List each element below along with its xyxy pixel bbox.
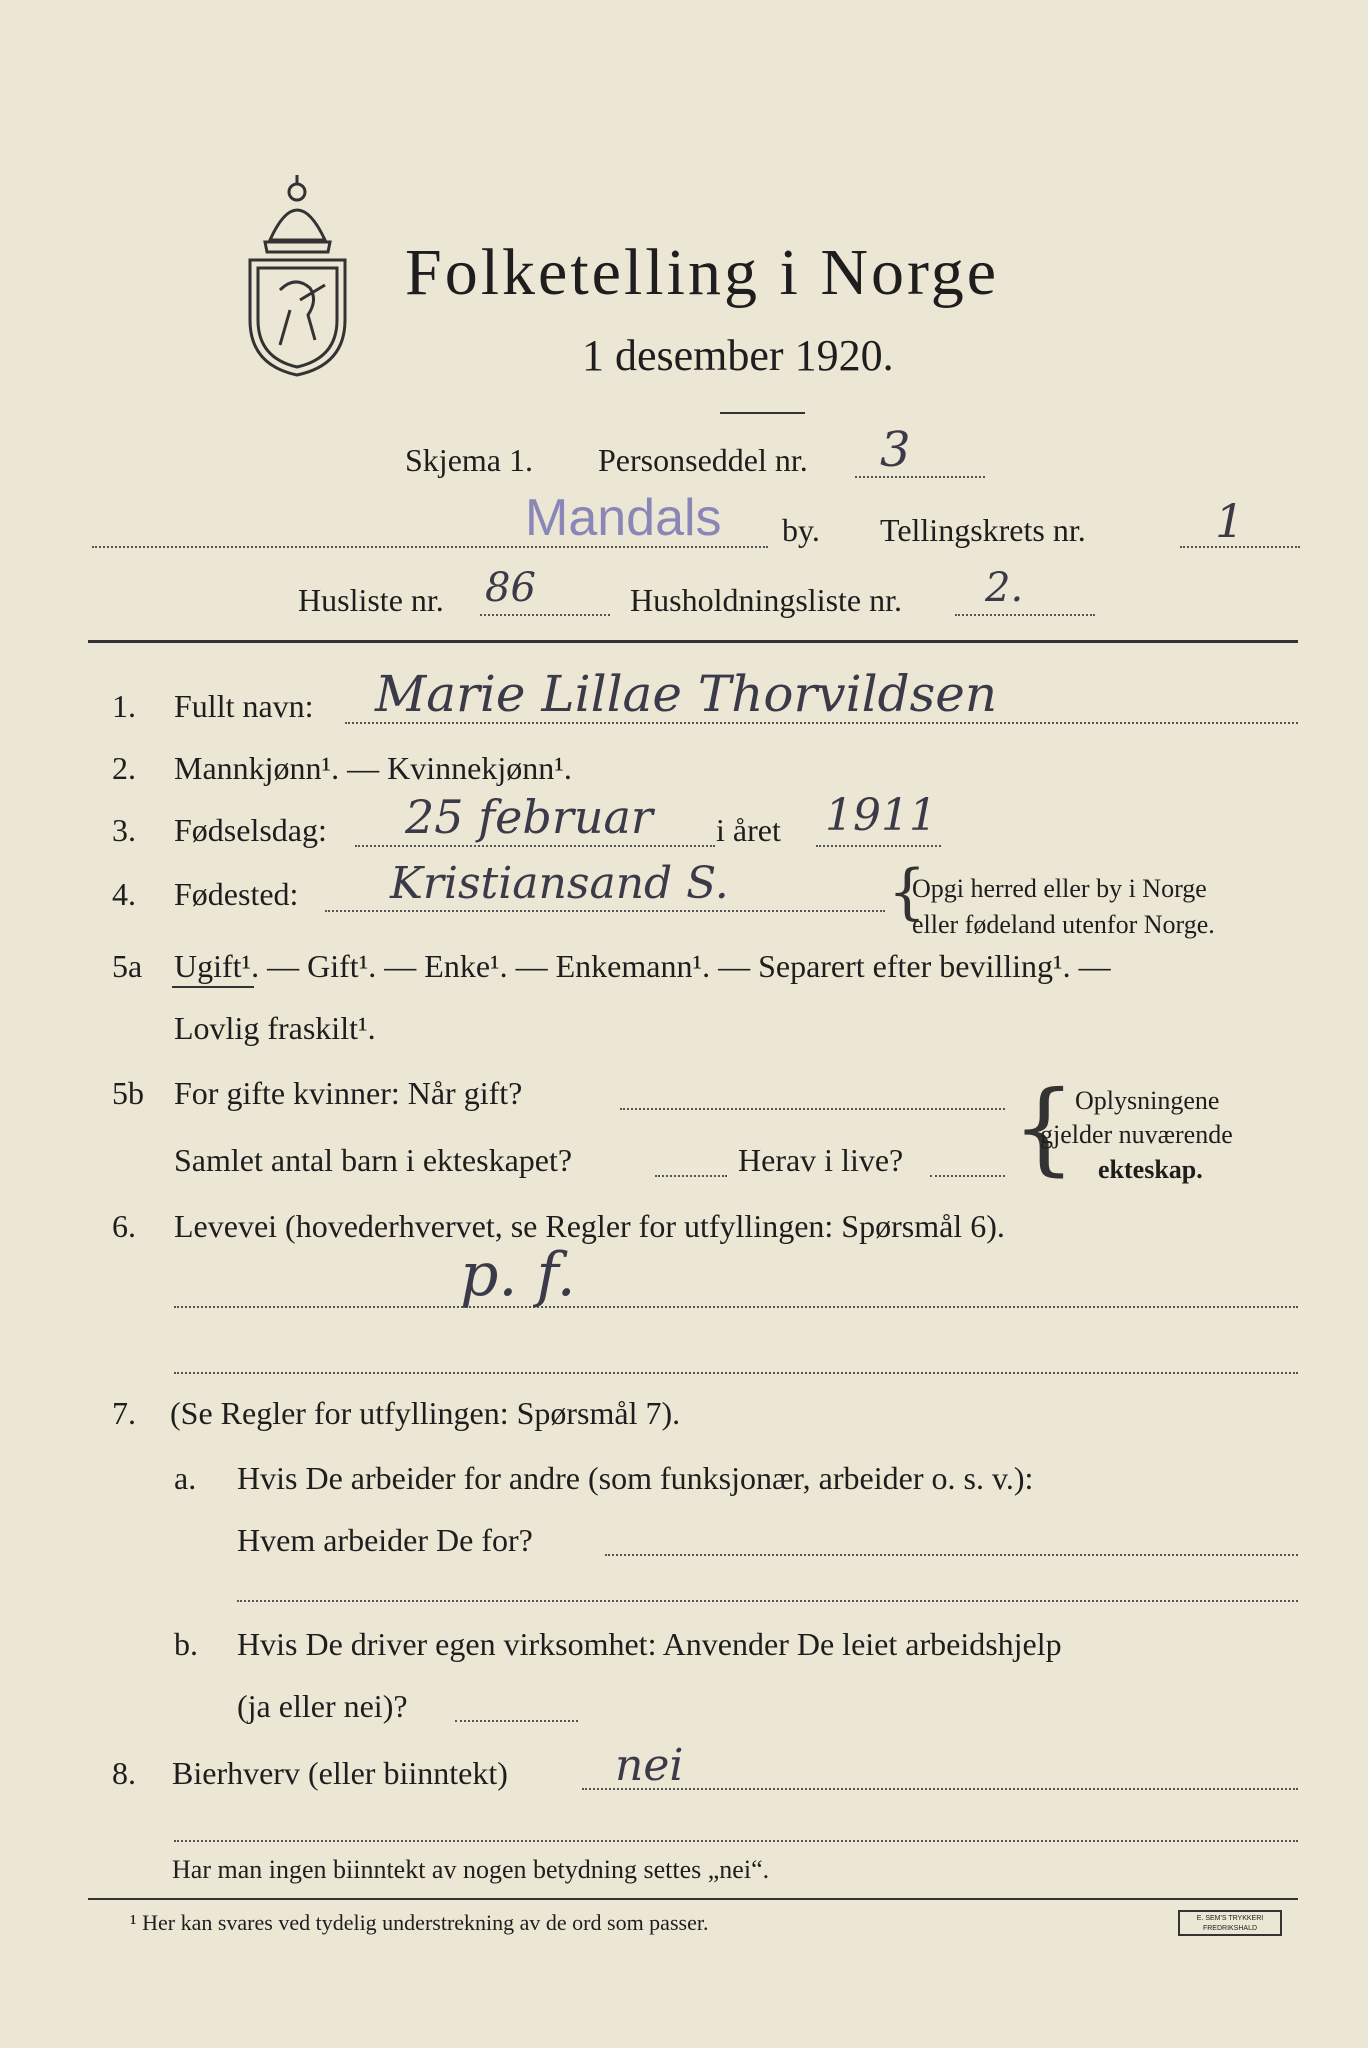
q5b-live-line xyxy=(930,1175,1005,1177)
coat-of-arms-icon xyxy=(240,170,355,380)
q3-year-line xyxy=(816,845,941,847)
q7-label: (Se Regler for utfyllingen: Spørsmål 7). xyxy=(170,1395,681,1431)
q7a-text: Hvis De arbeider for andre (som funksjonær, arbeider o. s. v.): xyxy=(237,1460,1034,1496)
q6-answer: p. f. xyxy=(460,1240,576,1310)
q6-line2 xyxy=(174,1372,1298,1374)
nei-note: Har man ingen biinntekt av nogen betydning settes „nei“. xyxy=(172,1855,770,1884)
q6-number: 6. xyxy=(112,1208,136,1244)
q3-number: 3. xyxy=(112,812,136,848)
q5b-label2: Samlet antal barn i ekteskapet? xyxy=(174,1142,573,1178)
personseddel-label: Personseddel nr. xyxy=(598,442,808,478)
q8-answer: nei xyxy=(615,1740,684,1791)
q4-note-line1: Opgi herred eller by i Norge xyxy=(912,874,1207,903)
q8-number: 8. xyxy=(112,1755,136,1791)
printer-mark-text: E. SEM'S TRYKKERI FREDRIKSHALD xyxy=(1196,1915,1264,1932)
tellingskrets-label: Tellingskrets nr. xyxy=(880,512,1086,548)
personseddel-line xyxy=(855,476,985,478)
schema-label: Skjema 1. xyxy=(405,442,533,478)
husholdning-value: 2. xyxy=(985,565,1024,611)
title-divider xyxy=(720,412,805,414)
printer-mark xyxy=(1178,1910,1282,1936)
q5b-barn-line xyxy=(655,1175,727,1177)
q7a-line1 xyxy=(605,1554,1298,1556)
q3-label: Fødselsdag: xyxy=(174,812,327,848)
ugift-underline xyxy=(172,986,254,988)
husholdning-label: Husholdningsliste nr. xyxy=(630,582,903,618)
footnote: ¹ Her kan svares ved tydelig understrekning av de ord som passer. xyxy=(130,1910,709,1935)
q7b-text2: (ja eller nei)? xyxy=(237,1688,408,1724)
census-date: 1 desember 1920. xyxy=(582,331,894,380)
header-rule xyxy=(88,640,1298,643)
q5b-brace: { xyxy=(1012,1069,1076,1186)
by-label: by. xyxy=(782,512,820,548)
q7b-line xyxy=(455,1720,578,1722)
q8-line2 xyxy=(174,1840,1298,1842)
q5b-label1: For gifte kvinner: Når gift? xyxy=(174,1075,523,1111)
husliste-line xyxy=(480,614,610,616)
q4-brace: { xyxy=(888,857,927,927)
q4-answer: Kristiansand S. xyxy=(390,858,729,909)
q5b-gift-line xyxy=(620,1108,1005,1110)
q8-label: Bierhverv (eller biinntekt) xyxy=(172,1755,508,1791)
q4-label: Fødested: xyxy=(174,876,299,912)
footnote-rule xyxy=(88,1898,1298,1900)
q6-line1 xyxy=(174,1306,1298,1308)
q7b-letter: b. xyxy=(174,1626,198,1662)
q5b-note3: ekteskap. xyxy=(1098,1155,1203,1184)
q4-number: 4. xyxy=(112,876,136,912)
city-stamp: Mandals xyxy=(525,489,722,547)
q5b-note1: Oplysningene xyxy=(1075,1086,1220,1115)
q5b-label3: Herav i live? xyxy=(738,1142,904,1178)
q7b-text: Hvis De driver egen virksomhet: Anvender De leiet arbeidshjelp xyxy=(237,1626,1062,1662)
husliste-label: Husliste nr. xyxy=(298,582,444,618)
q3-answer: 25 februar xyxy=(405,790,653,844)
husliste-value: 86 xyxy=(485,565,536,611)
q5b-number: 5b xyxy=(112,1075,144,1111)
q7a-letter: a. xyxy=(174,1460,197,1496)
q7a-text2: Hvem arbeider De for? xyxy=(237,1522,533,1558)
q7a-line2 xyxy=(237,1600,1298,1602)
form-title: Folketelling i Norge xyxy=(405,236,1000,309)
q1-label: Fullt navn: xyxy=(174,688,314,724)
tellingskrets-value: 1 xyxy=(1215,494,1245,548)
q6-label: Levevei (hovederhvervet, se Regler for utfyllingen: Spørsmål 6). xyxy=(174,1208,1005,1244)
q5b-note2: gjelder nuværende xyxy=(1040,1120,1233,1149)
q5a-options2: Lovlig fraskilt¹. xyxy=(174,1010,376,1046)
q4-note-line2: eller fødeland utenfor Norge. xyxy=(912,910,1215,939)
personseddel-value: 3 xyxy=(880,422,911,478)
q2-label: Mannkjønn¹. — Kvinnekjønn¹. xyxy=(174,750,572,786)
q3-year-answer: 1911 xyxy=(825,790,937,841)
q1-answer: Marie Lillae Thorvildsen xyxy=(375,665,998,723)
husholdning-line xyxy=(955,614,1095,616)
q1-number: 1. xyxy=(112,688,136,724)
q4-line xyxy=(325,910,885,912)
q8-line1 xyxy=(582,1788,1298,1790)
q5a-number: 5a xyxy=(112,948,143,984)
q3-line xyxy=(355,845,715,847)
q7-number: 7. xyxy=(112,1395,136,1431)
q2-number: 2. xyxy=(112,750,136,786)
q5a-options: Ugift¹. — Gift¹. — Enke¹. — Enkemann¹. — Separert efter bevilling¹. — xyxy=(174,948,1111,984)
q3-year-label: i året xyxy=(716,812,781,848)
